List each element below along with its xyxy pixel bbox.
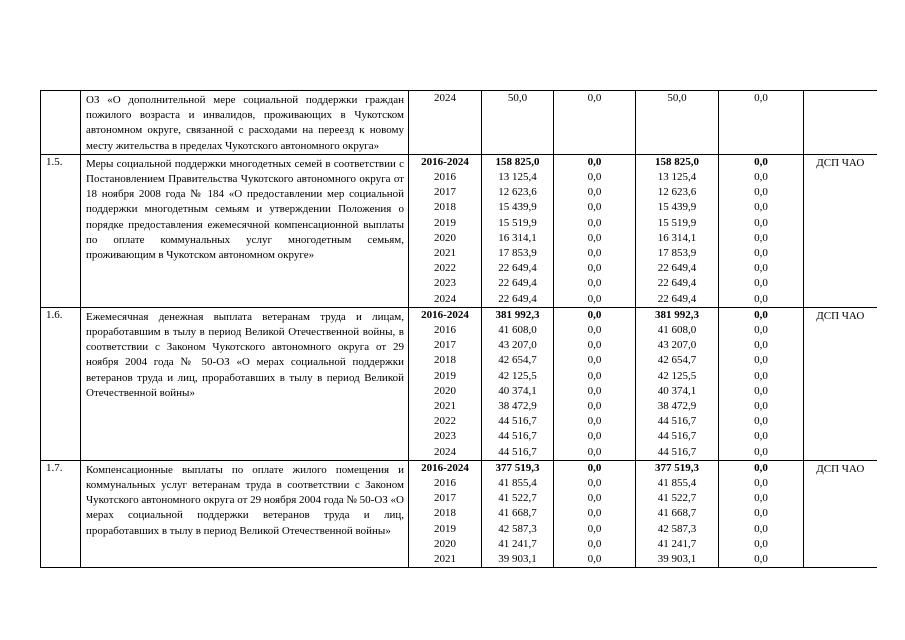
regional-cell: 17 853,9 [636, 246, 719, 261]
measure-description: Ежемесячная денежная выплата ветеранам труда и лицам, проработавшим в тылу в период Великой Отечественной войны, в соответствии с Законом Чукотского автономного округа от 29 ноября 2004 года № 50-ОЗ «О мерах социальной поддержки ветеранов труда и лиц, проработавших в тылу в период Великой Отечественной войны» [81, 307, 409, 460]
federal-cell: 0,0 [554, 307, 636, 323]
total-cell: 43 207,0 [482, 338, 554, 353]
table-row [41, 460, 877, 476]
total-cell: 42 125,5 [482, 369, 554, 384]
federal-cell: 0,0 [554, 460, 636, 476]
federal-cell: 0,0 [554, 200, 636, 215]
other-cell: 0,0 [719, 323, 804, 338]
other-cell: 0,0 [719, 414, 804, 429]
total-cell: 44 516,7 [482, 414, 554, 429]
total-cell: 381 992,3 [482, 307, 554, 323]
federal-cell: 0,0 [554, 399, 636, 414]
total-cell: 158 825,0 [482, 154, 554, 170]
federal-cell: 0,0 [554, 216, 636, 231]
regional-cell: 44 516,7 [636, 414, 719, 429]
other-cell: 0,0 [719, 491, 804, 506]
total-cell: 41 608,0 [482, 323, 554, 338]
year-cell: 2020 [409, 384, 482, 399]
budget-table-page [40, 90, 876, 568]
regional-cell: 44 516,7 [636, 429, 719, 444]
regional-cell: 158 825,0 [636, 154, 719, 170]
regional-cell: 42 587,3 [636, 522, 719, 537]
row-index [41, 91, 81, 155]
other-cell: 0,0 [719, 231, 804, 246]
federal-cell: 0,0 [554, 185, 636, 200]
year-cell: 2024 [409, 91, 482, 155]
year-cell: 2017 [409, 491, 482, 506]
federal-cell: 0,0 [554, 261, 636, 276]
total-cell: 42 654,7 [482, 353, 554, 368]
table-row [41, 91, 877, 155]
year-cell: 2017 [409, 185, 482, 200]
regional-cell: 13 125,4 [636, 170, 719, 185]
year-cell: 2020 [409, 537, 482, 552]
federal-cell: 0,0 [554, 91, 636, 155]
other-cell: 0,0 [719, 276, 804, 291]
federal-cell: 0,0 [554, 154, 636, 170]
other-cell: 0,0 [719, 460, 804, 476]
total-cell: 41 241,7 [482, 537, 554, 552]
regional-cell: 15 519,9 [636, 216, 719, 231]
regional-cell: 42 125,5 [636, 369, 719, 384]
year-cell: 2016 [409, 476, 482, 491]
year-cell: 2016-2024 [409, 154, 482, 170]
table-row [41, 154, 877, 170]
other-cell: 0,0 [719, 307, 804, 323]
regional-cell: 41 668,7 [636, 506, 719, 521]
regional-cell: 40 374,1 [636, 384, 719, 399]
measure-description: Компенсационные выплаты по оплате жилого помещения и коммунальных услуг ветеранам труда в соответствии с Законом Чукотского автономного округа от 29 ноября 2004 года № 50-ОЗ «О мерах социальной поддержки ветеранов труда и лиц, проработавших в тылу в период Великой Отечественной войны» [81, 460, 409, 567]
year-cell: 2017 [409, 338, 482, 353]
year-cell: 2019 [409, 369, 482, 384]
regional-cell: 22 649,4 [636, 261, 719, 276]
other-cell: 0,0 [719, 261, 804, 276]
year-cell: 2024 [409, 445, 482, 461]
other-cell: 0,0 [719, 445, 804, 461]
year-cell: 2018 [409, 200, 482, 215]
executor-cell: ДСП ЧАО [804, 154, 877, 307]
total-cell: 39 903,1 [482, 552, 554, 568]
year-cell: 2016-2024 [409, 307, 482, 323]
other-cell: 0,0 [719, 552, 804, 568]
row-index: 1.7. [41, 460, 81, 567]
total-cell: 38 472,9 [482, 399, 554, 414]
federal-cell: 0,0 [554, 292, 636, 308]
table-row [41, 307, 877, 323]
federal-cell: 0,0 [554, 353, 636, 368]
federal-cell: 0,0 [554, 552, 636, 568]
federal-cell: 0,0 [554, 338, 636, 353]
federal-cell: 0,0 [554, 323, 636, 338]
total-cell: 41 668,7 [482, 506, 554, 521]
other-cell: 0,0 [719, 216, 804, 231]
federal-cell: 0,0 [554, 276, 636, 291]
regional-cell: 39 903,1 [636, 552, 719, 568]
federal-cell: 0,0 [554, 445, 636, 461]
row-index: 1.6. [41, 307, 81, 460]
regional-cell: 381 992,3 [636, 307, 719, 323]
regional-cell: 41 855,4 [636, 476, 719, 491]
other-cell: 0,0 [719, 369, 804, 384]
year-cell: 2019 [409, 216, 482, 231]
year-cell: 2024 [409, 292, 482, 308]
federal-cell: 0,0 [554, 384, 636, 399]
total-cell: 15 519,9 [482, 216, 554, 231]
other-cell: 0,0 [719, 384, 804, 399]
total-cell: 22 649,4 [482, 276, 554, 291]
other-cell: 0,0 [719, 246, 804, 261]
other-cell: 0,0 [719, 429, 804, 444]
total-cell: 44 516,7 [482, 445, 554, 461]
total-cell: 42 587,3 [482, 522, 554, 537]
regional-cell: 44 516,7 [636, 445, 719, 461]
regional-cell: 16 314,1 [636, 231, 719, 246]
other-cell: 0,0 [719, 537, 804, 552]
regional-cell: 41 608,0 [636, 323, 719, 338]
regional-cell: 50,0 [636, 91, 719, 155]
other-cell: 0,0 [719, 353, 804, 368]
total-cell: 22 649,4 [482, 261, 554, 276]
other-cell: 0,0 [719, 200, 804, 215]
year-cell: 2021 [409, 399, 482, 414]
measure-description: Меры социальной поддержки многодетных семей в соответствии с Постановлением Правительства Чукотского автономного округа от 18 ноября 2008 года № 184 «О предоставлении мер социальной поддержки многодетным семьям и утверждении Положения о порядке предоставления ежемесячной компенсационной выплаты по оплате коммунальных услуг многодетным семьям, проживающим в Чукотском автономном округе» [81, 154, 409, 307]
other-cell: 0,0 [719, 185, 804, 200]
regional-cell: 42 654,7 [636, 353, 719, 368]
total-cell: 40 374,1 [482, 384, 554, 399]
year-cell: 2016-2024 [409, 460, 482, 476]
year-cell: 2022 [409, 261, 482, 276]
federal-cell: 0,0 [554, 537, 636, 552]
federal-cell: 0,0 [554, 476, 636, 491]
regional-cell: 38 472,9 [636, 399, 719, 414]
total-cell: 41 522,7 [482, 491, 554, 506]
regional-cell: 43 207,0 [636, 338, 719, 353]
year-cell: 2019 [409, 522, 482, 537]
year-cell: 2021 [409, 246, 482, 261]
total-cell: 377 519,3 [482, 460, 554, 476]
total-cell: 12 623,6 [482, 185, 554, 200]
other-cell: 0,0 [719, 91, 804, 155]
year-cell: 2018 [409, 506, 482, 521]
regional-cell: 377 519,3 [636, 460, 719, 476]
federal-cell: 0,0 [554, 522, 636, 537]
total-cell: 15 439,9 [482, 200, 554, 215]
year-cell: 2022 [409, 414, 482, 429]
other-cell: 0,0 [719, 399, 804, 414]
other-cell: 0,0 [719, 506, 804, 521]
regional-cell: 41 241,7 [636, 537, 719, 552]
budget-table [40, 90, 877, 568]
regional-cell: 15 439,9 [636, 200, 719, 215]
year-cell: 2016 [409, 170, 482, 185]
federal-cell: 0,0 [554, 506, 636, 521]
other-cell: 0,0 [719, 154, 804, 170]
year-cell: 2020 [409, 231, 482, 246]
total-cell: 44 516,7 [482, 429, 554, 444]
federal-cell: 0,0 [554, 231, 636, 246]
executor-cell [804, 91, 877, 155]
federal-cell: 0,0 [554, 369, 636, 384]
total-cell: 16 314,1 [482, 231, 554, 246]
year-cell: 2023 [409, 276, 482, 291]
regional-cell: 22 649,4 [636, 276, 719, 291]
other-cell: 0,0 [719, 476, 804, 491]
federal-cell: 0,0 [554, 429, 636, 444]
other-cell: 0,0 [719, 338, 804, 353]
total-cell: 13 125,4 [482, 170, 554, 185]
other-cell: 0,0 [719, 292, 804, 308]
other-cell: 0,0 [719, 170, 804, 185]
other-cell: 0,0 [719, 522, 804, 537]
measure-description: ОЗ «О дополнительной мере социальной поддержки граждан пожилого возраста и инвалидов, проживающих в Чукотском автономном округе, связанной с расходами на переезд к новому месту жительства в пределах Чукотского автономного округа» [81, 91, 409, 155]
federal-cell: 0,0 [554, 246, 636, 261]
total-cell: 50,0 [482, 91, 554, 155]
regional-cell: 22 649,4 [636, 292, 719, 308]
regional-cell: 12 623,6 [636, 185, 719, 200]
executor-cell: ДСП ЧАО [804, 460, 877, 567]
executor-cell: ДСП ЧАО [804, 307, 877, 460]
federal-cell: 0,0 [554, 170, 636, 185]
year-cell: 2016 [409, 323, 482, 338]
year-cell: 2023 [409, 429, 482, 444]
federal-cell: 0,0 [554, 414, 636, 429]
table-body [41, 91, 877, 568]
year-cell: 2021 [409, 552, 482, 568]
regional-cell: 41 522,7 [636, 491, 719, 506]
total-cell: 17 853,9 [482, 246, 554, 261]
year-cell: 2018 [409, 353, 482, 368]
total-cell: 41 855,4 [482, 476, 554, 491]
federal-cell: 0,0 [554, 491, 636, 506]
total-cell: 22 649,4 [482, 292, 554, 308]
row-index: 1.5. [41, 154, 81, 307]
